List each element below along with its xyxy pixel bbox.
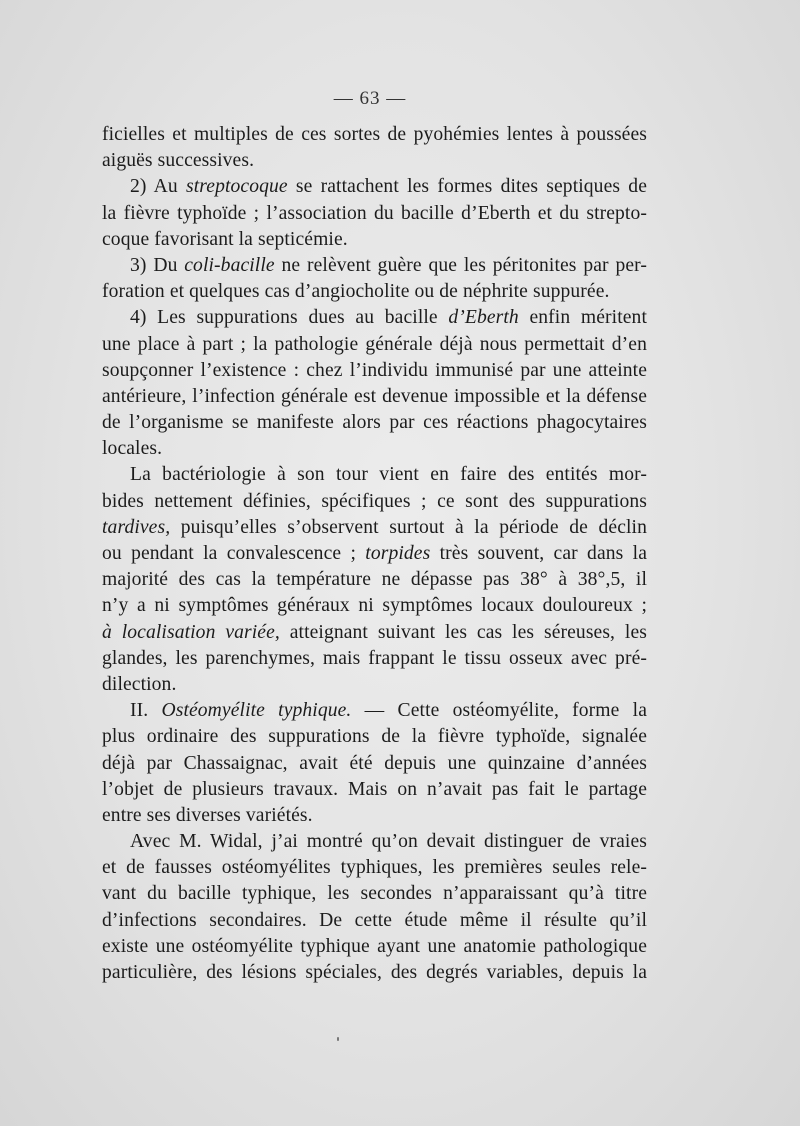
page-number: — 63 — [333,88,407,109]
text-line [102,803,647,829]
text-line [102,751,647,777]
text-run: ne relèvent guère que les péritonites par per- [274,254,647,276]
text-line [102,960,647,986]
text-run: 4) Les suppurations dues au bacille [130,307,449,329]
text-run: atteignant suivant les cas les séreuses, les [279,621,647,643]
text-line [102,332,647,358]
text-run: locales. [102,438,163,460]
text-run: 2) Au [130,176,187,198]
text-line [102,201,647,227]
text-line [102,174,647,200]
text-line [102,724,647,750]
text-line [102,881,647,907]
text-run: déjà par Chassaignac, avait été depuis une quinzaine d’années [102,752,647,774]
text-line [102,305,647,331]
text-run: II. [130,700,162,722]
text-line [102,253,647,279]
text-line [102,829,647,855]
text-line [102,672,647,698]
text-line [102,436,647,462]
text-line [102,462,647,488]
text-run: particulière, des lésions spéciales, des degrés variables, depuis la [102,962,647,983]
text-line [102,122,647,148]
text-run: l’objet de plusieurs travaux. Mais on n’avait pas fait le partage [102,778,647,800]
italic-text-run: d’Eberth [448,307,519,329]
text-run: et de fausses ostéomyélites typhiques, les premières seules rele- [102,857,647,879]
italic-text-run: torpides [365,543,431,564]
italic-text-run: Ostéomyélite typhique. [161,700,352,722]
text-run: la fièvre typhoïde ; l’association du bacille d’Eberth et du strepto- [102,202,647,224]
text-run: existe une ostéomyélite typhique ayant une anatomie pathologique [102,935,647,957]
text-line [102,934,647,960]
text-run: antérieure, l’infection générale est devenue impossible et la défense [102,385,647,407]
text-line [102,620,647,646]
text-run: enfin méritent [518,307,648,329]
text-line [102,515,647,541]
text-run: de l’organisme se manifeste alors par ces réactions phagocytaires [102,412,647,434]
text-run: foration et quelques cas d’angiocholite ou de néphrite suppurée. [102,281,610,303]
text-line [102,908,647,934]
text-run: n’y a ni symptômes généraux ni symptômes locaux douloureux ; [102,595,647,617]
text-line [102,410,647,436]
text-run: très souvent, car dans la [430,543,647,564]
text-line [102,698,647,724]
text-run: d’infections secondaires. De cette étude même il résulte qu’il [102,909,647,931]
text-line [102,489,647,515]
text-run: une place à part ; la pathologie générale déjà nous permettait d’en [102,333,647,355]
text-run: ou pendant la convalescence ; [102,543,366,564]
text-run: entre ses diverses variétés. [102,804,313,826]
text-line [102,646,647,672]
text-run: soupçonner l’existence : chez l’individu immunisé par une atteinte [102,359,647,381]
text-run: aiguës successives. [102,150,255,172]
text-line [102,358,647,384]
text-line [102,279,647,305]
italic-text-run: coli-bacille [184,254,275,276]
text-run: puisqu’elles s’observent surtout à la période de déclin [170,516,647,538]
text-run: vant du bacille typhique, les secondes n’apparaissant qu’à titre [102,883,647,905]
text-line [102,541,647,567]
text-line [102,227,647,253]
text-line [102,148,647,174]
text-run: coque favorisant la septicémie. [102,228,348,250]
text-run: 3) Du [130,254,185,276]
text-run: glandes, les parenchymes, mais frappant le tissu osseux avec pré- [102,647,647,669]
text-line [102,593,647,619]
text-run: dilection. [102,673,177,695]
text-run: La bactériologie à son tour vient en faire des entités mor- [130,464,647,486]
text-line [102,777,647,803]
text-run: majorité des cas la température ne dépasse pas 38° à 38°,5, il [102,569,647,591]
italic-text-run: streptocoque [186,176,288,198]
pencil-mark [337,1037,339,1041]
italic-text-run: tardives, [102,516,171,538]
text-line [102,384,647,410]
text-run: — Cette ostéomyélite, forme la [351,700,647,722]
text-run: Avec M. Widal, j’ai montré qu’on devait distinguer de vraies [130,831,647,853]
body-text [102,122,647,986]
italic-text-run: à localisation variée, [102,621,280,643]
text-run: ficielles et multiples de ces sortes de pyohémies lentes à poussées [102,124,647,145]
text-line [102,855,647,881]
text-line [102,567,647,593]
text-run: plus ordinaire des suppurations de la fièvre typhoïde, signalée [102,726,647,748]
text-run: se rattachent les formes dites septiques de [287,176,648,198]
text-run: bides nettement définies, spécifiques ; ce sont des suppurations [102,490,647,512]
